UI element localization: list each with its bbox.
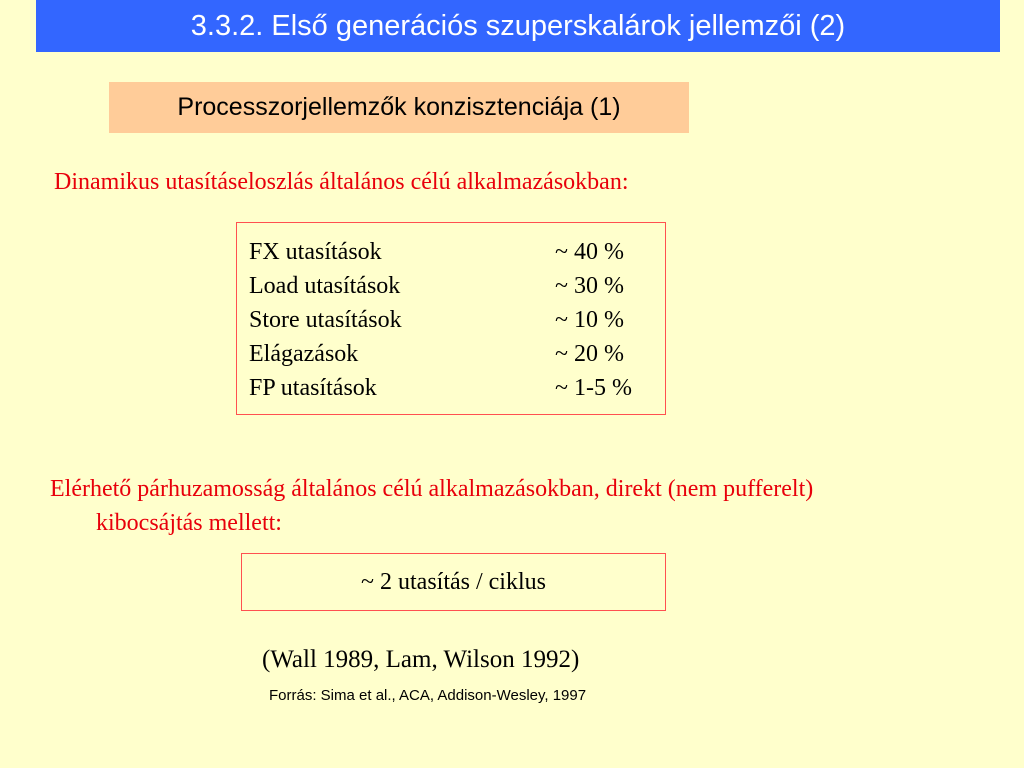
slide-title: 3.3.2. Első generációs szuperskalárok jellemzői (2) xyxy=(36,0,1000,52)
parallelism-value: ~ 2 utasítás / ciklus xyxy=(361,569,546,595)
parallelism-box xyxy=(241,553,666,611)
parallelism-heading-continuation: kibocsájtás mellett: xyxy=(96,510,282,536)
source-note: Forrás: Sima et al., ACA, Addison-Wesley, 1997 xyxy=(269,687,587,704)
slide-subtitle: Processzorjellemzők konzisztenciája (1) xyxy=(109,82,689,133)
distribution-value: ~ 1-5 % xyxy=(555,375,632,401)
distribution-label: Store utasítások xyxy=(249,307,402,333)
distribution-label: Elágazások xyxy=(249,341,359,367)
distribution-heading: Dinamikus utasításeloszlás általános célú alkalmazásokban: xyxy=(54,169,629,195)
distribution-value: ~ 30 % xyxy=(555,273,624,299)
distribution-label: FX utasítások xyxy=(249,239,382,265)
parallelism-heading: Elérhető párhuzamosság általános célú alkalmazásokban, direkt (nem pufferelt) xyxy=(50,476,814,502)
distribution-value: ~ 10 % xyxy=(555,307,624,333)
instruction-distribution-box xyxy=(236,222,666,415)
distribution-value: ~ 40 % xyxy=(555,239,624,265)
distribution-label: FP utasítások xyxy=(249,375,377,401)
citation: (Wall 1989, Lam, Wilson 1992) xyxy=(262,646,580,673)
distribution-value: ~ 20 % xyxy=(555,341,624,367)
distribution-label: Load utasítások xyxy=(249,273,401,299)
